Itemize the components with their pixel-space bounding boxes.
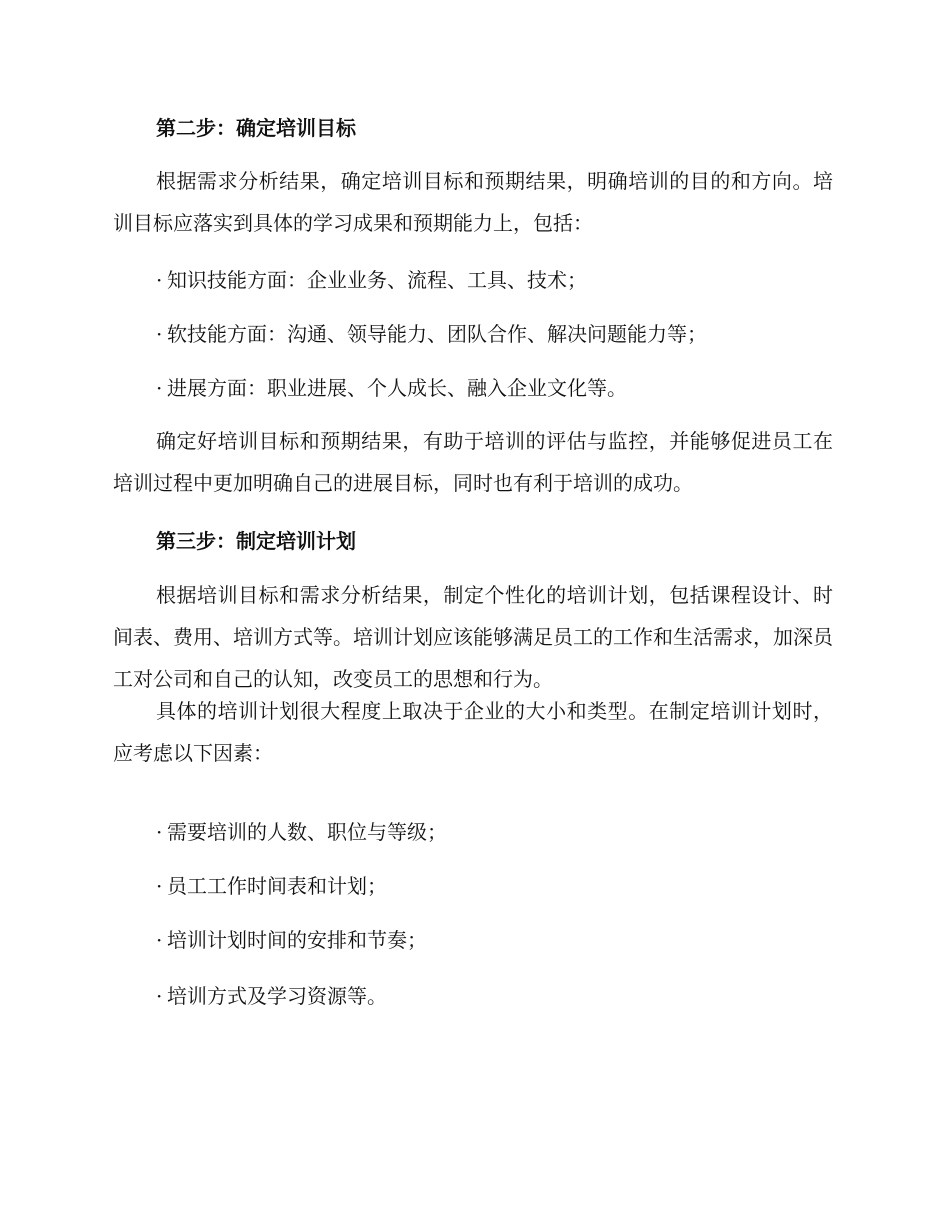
- list-item-text: 培训方式及学习资源等。: [167, 984, 387, 1008]
- list-item: [156, 266, 587, 294]
- list-item: [156, 320, 707, 348]
- bullet-dot: ·: [156, 984, 163, 1008]
- section-three-paragraph-1: 根据培训目标和需求分析结果，制定个性化的培训计划，包括课程设计、时间表、费用、培训方式等。培训计划应该能够满足员工的工作和生活需求，加深员工对公司和自己的认知，改变员工的思想和行为。: [113, 583, 833, 691]
- list-item: [156, 982, 387, 1010]
- list-item-text: 知识技能方面：企业业务、流程、工具、技术；: [167, 268, 587, 292]
- bullet-dot: ·: [156, 820, 163, 844]
- list-item: [156, 374, 627, 402]
- list-item: [156, 872, 387, 900]
- bullet-dot: ·: [156, 376, 163, 400]
- list-item-text: 需要培训的人数、职位与等级；: [167, 820, 447, 844]
- section-three-paragraph-2: 具体的培训计划很大程度上取决于企业的大小和类型。在制定培训计划时，应考虑以下因素：: [113, 699, 833, 765]
- bullet-dot: ·: [156, 322, 163, 346]
- list-item-text: 软技能方面：沟通、领导能力、团队合作、解决问题能力等；: [167, 322, 707, 346]
- section-two-paragraph-1: 根据需求分析结果，确定培训目标和预期结果，明确培训的目的和方向。培训目标应落实到具体的学习成果和预期能力上，包括：: [113, 169, 833, 235]
- section-two-paragraph-2: 确定好培训目标和预期结果，有助于培训的评估与监控，并能够促进员工在培训过程中更加明确自己的进展目标，同时也有利于培训的成功。: [113, 429, 833, 495]
- bullet-dot: ·: [156, 928, 163, 952]
- section-heading-step-three: 第三步：制定培训计划: [156, 529, 356, 553]
- list-item: [156, 818, 447, 846]
- list-item-text: 进展方面：职业进展、个人成长、融入企业文化等。: [167, 376, 627, 400]
- bullet-dot: ·: [156, 874, 163, 898]
- list-item: [156, 926, 427, 954]
- list-item-text: 培训计划时间的安排和节奏；: [167, 928, 427, 952]
- section-heading-step-two: 第二步：确定培训目标: [156, 116, 356, 140]
- list-item-text: 员工工作时间表和计划；: [167, 874, 387, 898]
- bullet-dot: ·: [156, 268, 163, 292]
